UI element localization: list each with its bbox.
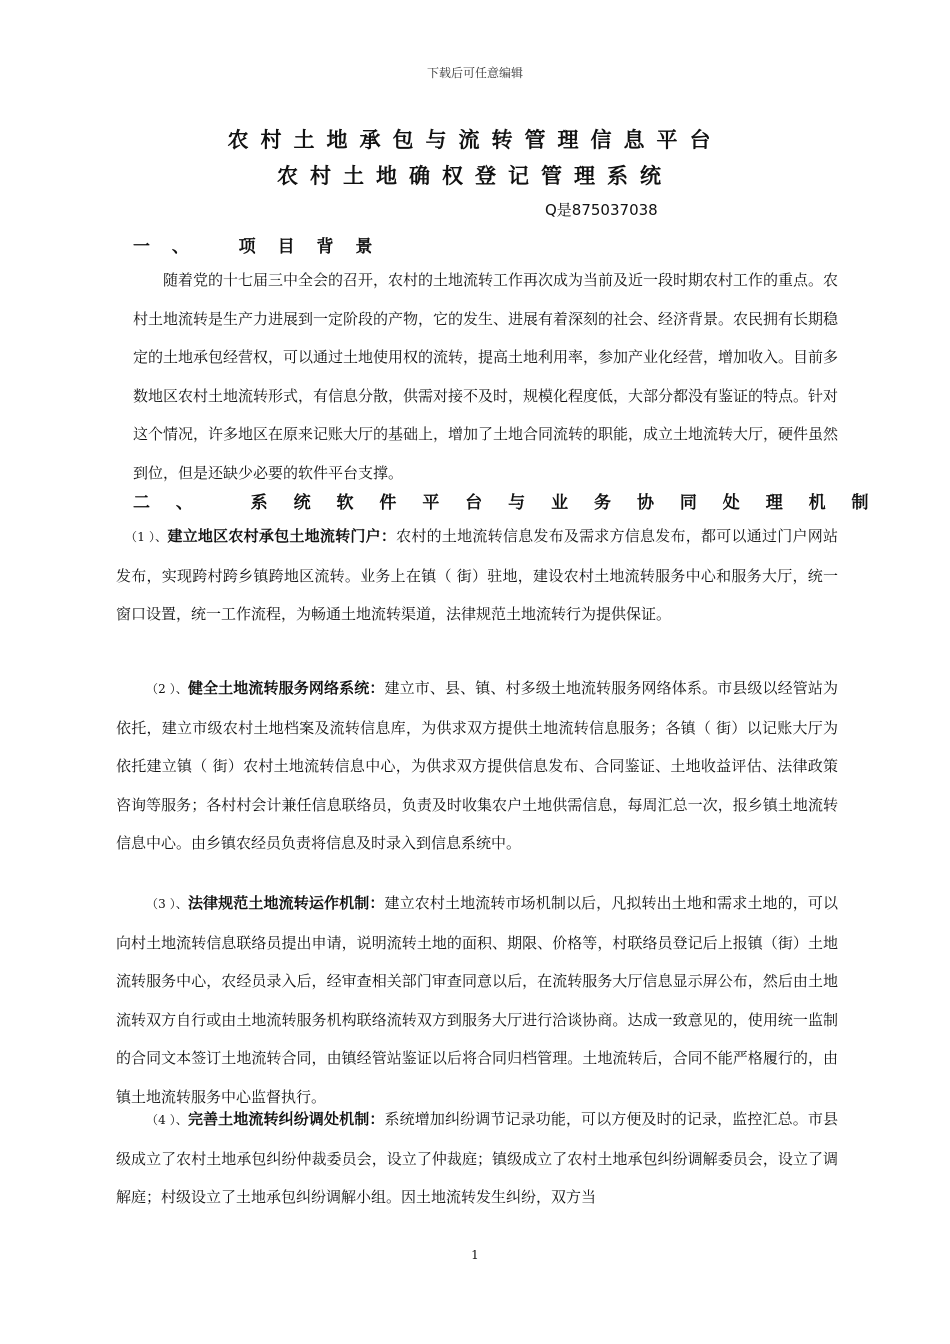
item-label: 健全土地流转服务网络系统： <box>187 679 385 697</box>
item-number: （2 ）、 <box>146 682 188 696</box>
background-paragraph: 随着党的十七届三中全会的召开，农村的土地流转工作再次成为当前及近一段时期农村工作的重点。农村土地流转是生产力进展到一定阶段的产物，它的发生、进展有着深刻的社会、经济背景。农民拥有长期稳定的土地承包经营权，可以通过土地使用权的流转，提高土地利用率，参加产业化经营，增加收入。目前多数地区农村土地流转形式，有信息分散，供需对接不及时，规模化程度低，大部分都没有鉴证的特点。针对这个情况，许多地区在原来记账大厅的基础上，增加了土地合同流转的职能，成立土地流转大厅，硬件虽然到位，但是还缺少必要的软件平台支撑。 <box>133 271 839 482</box>
item-number: （4 ）、 <box>146 1113 188 1127</box>
item-number: （1 ）、 <box>125 530 168 544</box>
item-paragraph-4 <box>116 1100 838 1217</box>
section-heading-background: 一 、 项 目 背 景 <box>133 237 381 257</box>
page-header: 下载后可任意编辑 <box>426 66 523 80</box>
item-label: 完善土地流转纠纷调处机制： <box>187 1110 385 1128</box>
item-label: 建立地区农村承包土地流转门户： <box>167 527 397 545</box>
item-text: 农村的土地流转信息发布及需求方信息发布，都可以通过门户网站发布，实现跨村跨乡镇跨地区流转。业务上在镇（ 街）驻地，建设农村土地流转服务中心和服务大厅，统一窗口设置，统一工作流程，为畅通土地流转渠道，法律规范土地流转行为提供保证。 <box>116 527 838 624</box>
contact-line: Q是875037038 <box>545 201 658 219</box>
section-heading-platform: 二 、 系 统 软 件 平 台 与 业 务 协 同 处 理 机 制 <box>133 493 879 513</box>
page-number: 1 <box>471 1248 479 1262</box>
item-text: 系统增加纠纷调节记录功能，可以方便及时的记录，监控汇总。市县级成立了农村土地承包纠纷仲裁委员会，设立了仲裁庭；镇级成立了农村土地承包纠纷调解委员会，设立了调解庭；村级设立了土地承包纠纷调解小组。因土地流转发生纠纷，双方当 <box>116 1110 838 1207</box>
item-label: 法律规范土地流转运作机制： <box>187 894 385 912</box>
item-paragraph-2 <box>116 669 838 863</box>
document-title-line-2: 农村土地确权登记管理系统 <box>277 164 673 188</box>
item-text: 建立农村土地流转市场机制以后，凡拟转出土地和需求土地的，可以向村土地流转信息联络员提出申请，说明流转土地的面积、期限、价格等，村联络员登记后上报镇（街）土地流转服务中心，农经员录入后，经审查相关部门审查同意以后，在流转服务大厅信息显示屏公布，然后由土地流转双方自行或由土地流转服务机构联络流转双方到服务大厅进行洽谈协商。达成一致意见的，使用统一监制的合同文本签订土地流转合同，由镇经管站鉴证以后将合同归档管理。土地流转后，合同不能严格履行的，由镇土地流转服务中心监督执行。 <box>116 894 838 1106</box>
item-paragraph-1 <box>116 517 838 634</box>
item-number: （3 ）、 <box>146 897 188 911</box>
document-title-line-1: 农村土地承包与流转管理信息平台 <box>227 128 723 152</box>
item-paragraph-3 <box>116 884 838 1117</box>
item-text: 建立市、县、镇、村多级土地流转服务网络体系。市县级以经管站为依托，建立市级农村土地档案及流转信息库，为供求双方提供土地流转信息服务；各镇（ 街）以记账大厅为依托建立镇（ 街）农村土地流转信息中心，为供求双方提供信息发布、合同鉴证、土地收益评估、法律政策咨询等服务；各村村会计兼任信息联络员，负责及时收集农户土地供需信息，每周汇总一次，报乡镇土地流转信息中心。由乡镇农经员负责将信息及时录入到信息系统中。 <box>116 679 838 853</box>
